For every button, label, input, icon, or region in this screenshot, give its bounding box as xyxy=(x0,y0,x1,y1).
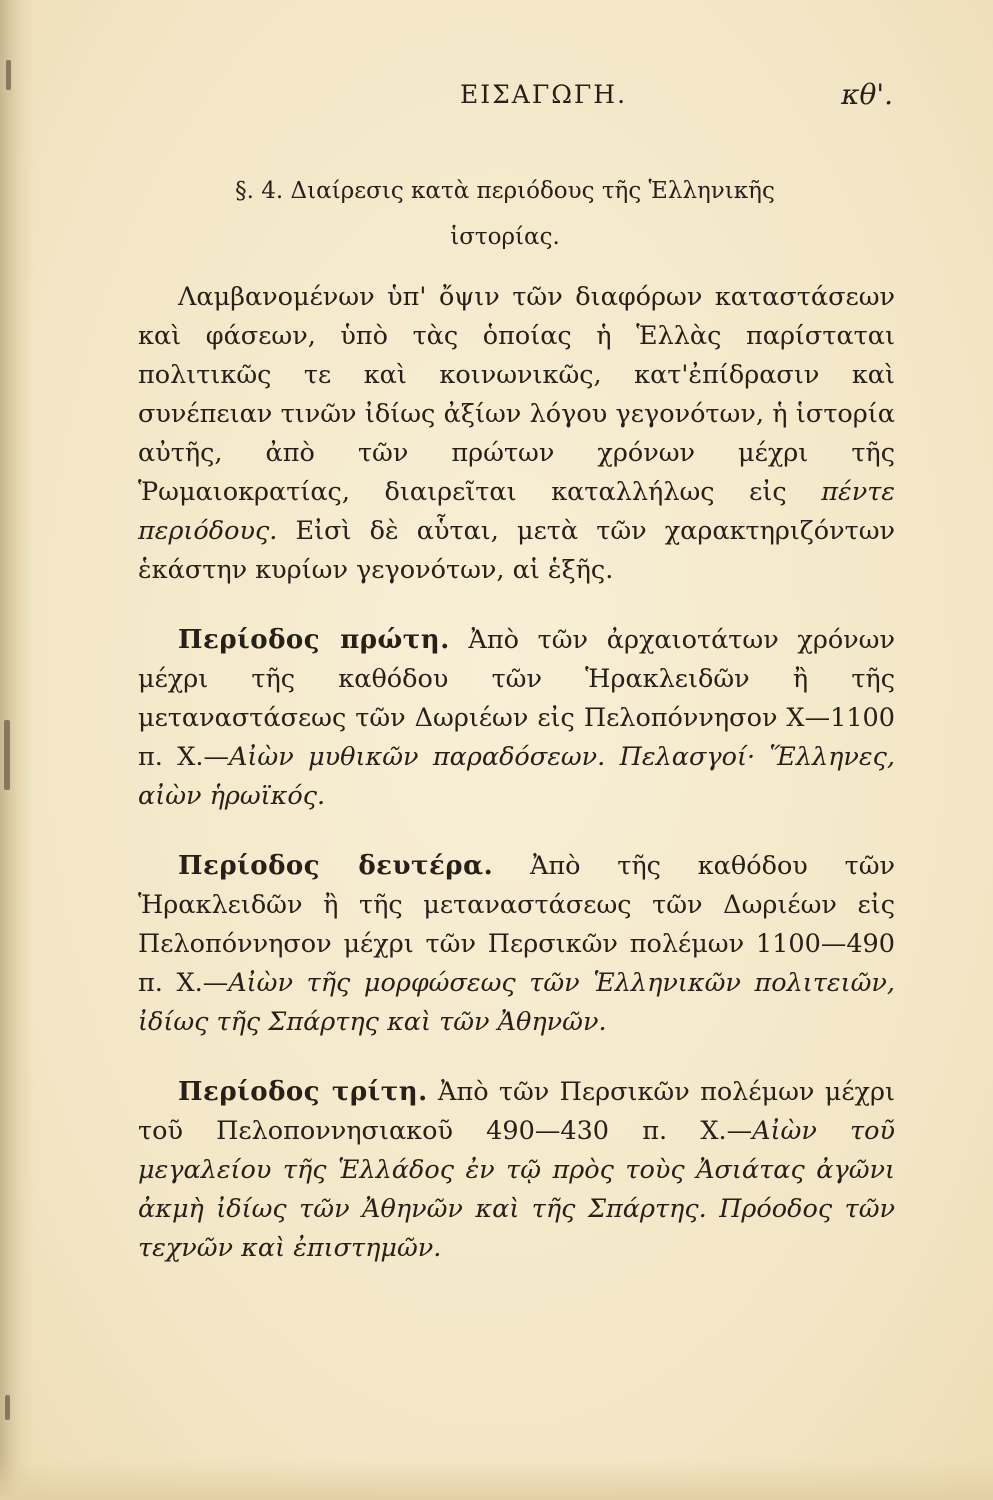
period-text: Ἀπὸ τῆς καθόδου τῶν Ἡρακλειδῶν ἢ τῆς μεταναστάσεως τῶν Δωριέων εἰς Πελοπόννησον μέχρι τῶν Περσικῶν πολέμων 1100—490 π. Χ.— xyxy=(138,851,895,998)
intro-text: Λαμβανομένων ὑπ' ὄψιν τῶν διαφόρων καταστάσεων καὶ φάσεων, ὑπὸ τὰς ὁποίας ἡ Ἑλλὰς παρίσταται πολιτικῶς τε καὶ κοινωνικῶς, κατ'ἐπίδρασιν καὶ συνέπειαν τινῶν ἰδίως ἀξίων λόγου γεγονότων, ἡ ἱστορία αὐτῆς, ἀπὸ τῶν πρώτων χρόνων μέχρι τῆς Ῥωμαιοκρατίας, διαιρεῖται καταλλήλως εἰς xyxy=(138,282,895,507)
running-title: ΕΙΣΑΓΩΓΗ. xyxy=(460,80,628,109)
period-paragraph xyxy=(138,1073,895,1268)
page-number: κθ'. xyxy=(841,78,893,111)
intro-text: Εἰσὶ δὲ αὗται, μετὰ τῶν χαρακτηριζόντων ἑκάστην κυρίων γεγονότων, αἱ ἑξῆς. xyxy=(138,516,895,585)
page-header xyxy=(140,70,893,110)
period-characterization: Αἰὼν τοῦ μεγαλείου τῆς Ἑλλάδος ἐν τῷ πρὸς τοὺς Ἀσιάτας ἀγῶνι ἀκμὴ ἰδίως τῶν Ἀθηνῶν καὶ τῆς Σπάρτης. Πρόοδος τῶν τεχνῶν καὶ ἐπιστημῶν. xyxy=(138,1116,896,1263)
intro-paragraph xyxy=(138,278,895,590)
period-characterization: Αἰὼν μυθικῶν παραδόσεων. Πελασγοί· Ἕλληνες, αἰὼν ἡρωϊκός. xyxy=(138,742,895,811)
page-bottom-shadow xyxy=(0,1460,993,1500)
page-body xyxy=(138,278,895,1299)
margin-stain xyxy=(4,720,10,790)
period-paragraph xyxy=(138,847,895,1042)
period-paragraph xyxy=(138,621,895,816)
section-heading xyxy=(145,168,865,260)
section-heading-line: §. 4. Διαίρεσις κατὰ περιόδους τῆς Ἑλληνικῆς xyxy=(235,178,775,204)
period-text: Ἀπὸ τῶν ἀρχαιοτάτων χρόνων μέχρι τῆς καθόδου τῶν Ἡρακλειδῶν ἢ τῆς μεταναστάσεως τῶν Δωριέων εἰς Πελοπόννησον Χ—1100 π. Χ.— xyxy=(138,625,895,772)
period-label: Περίοδος τρίτη. xyxy=(178,1077,428,1107)
period-label: Περίοδος δευτέρα. xyxy=(178,851,494,881)
period-characterization: Αἰὼν τῆς μορφώσεως τῶν Ἑλληνικῶν πολιτειῶν, ἰδίως τῆς Σπάρτης καὶ τῶν Ἀθηνῶν. xyxy=(138,968,895,1037)
margin-stain xyxy=(5,1395,10,1420)
margin-stain xyxy=(6,60,11,90)
section-heading-line: ἱστορίας. xyxy=(450,224,560,250)
period-label: Περίοδος πρώτη. xyxy=(178,625,450,655)
period-text: Ἀπὸ τῶν Περσικῶν πολέμων μέχρι τοῦ Πελοποννησιακοῦ 490—430 π. Χ.— xyxy=(138,1077,895,1146)
intro-emphasis: πέντε περιόδους. xyxy=(138,477,895,546)
